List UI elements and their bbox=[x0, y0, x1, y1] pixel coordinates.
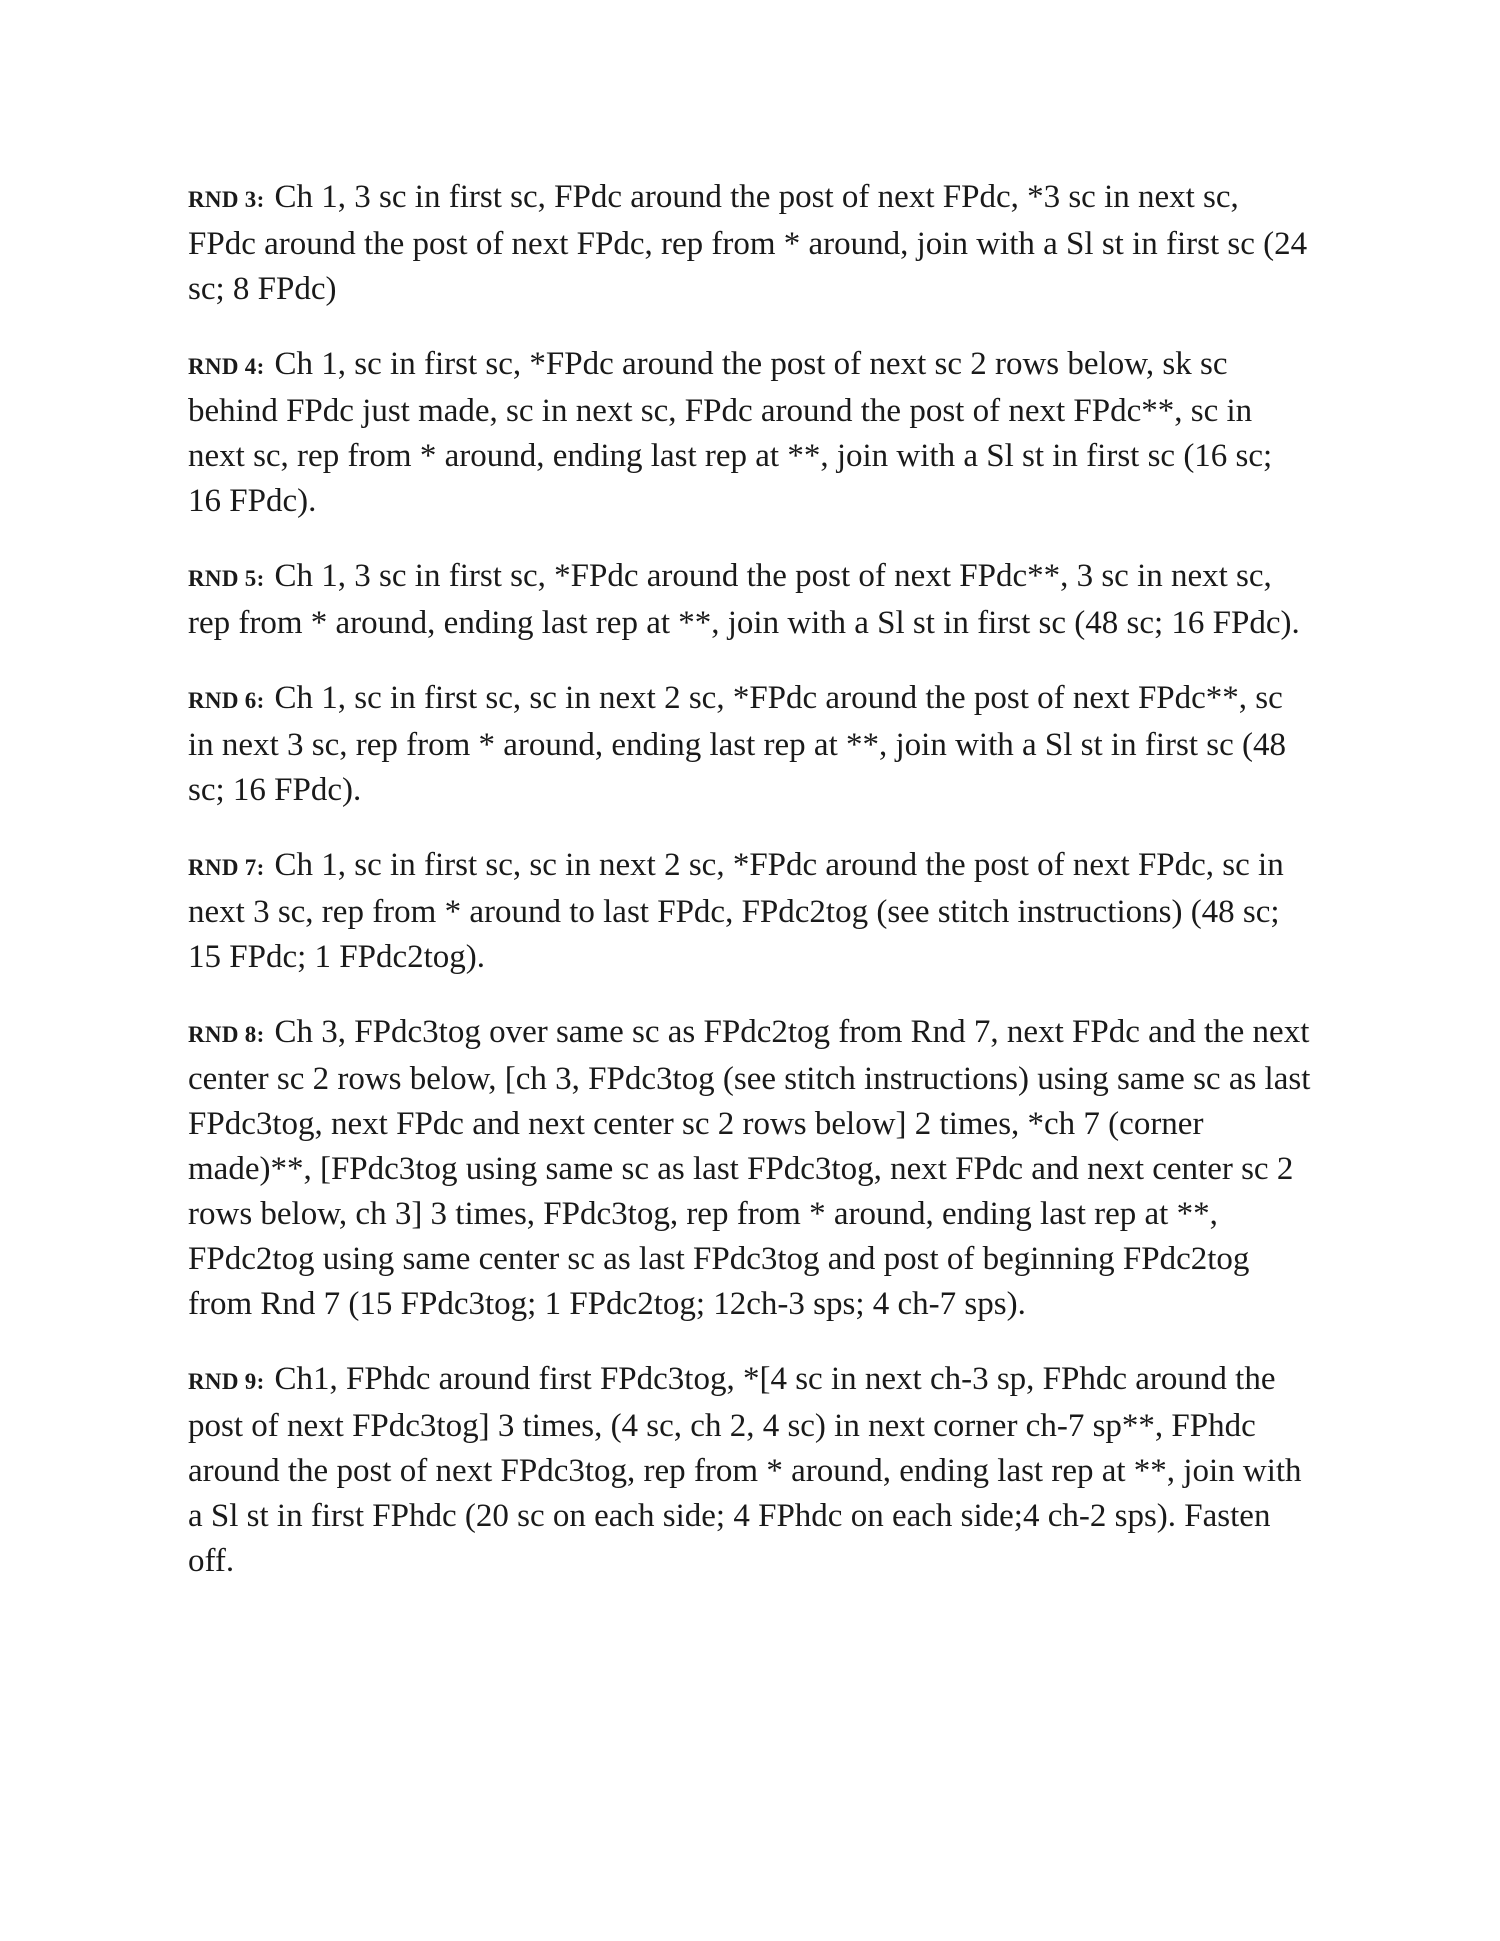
round-text: Ch 1, 3 sc in first sc, *FPdc around the post of next FPdc**, 3 sc in next sc, rep from * around, ending last rep at **, join with a Sl st in first sc (48 sc; 16 FPdc). bbox=[188, 558, 1300, 641]
round-6 bbox=[188, 676, 1313, 813]
round-9 bbox=[188, 1357, 1313, 1584]
round-label: RND 7: bbox=[188, 855, 265, 880]
round-label: RND 9: bbox=[188, 1369, 265, 1394]
round-3 bbox=[188, 175, 1313, 312]
round-text: Ch 3, FPdc3tog over same sc as FPdc2tog from Rnd 7, next FPdc and the next center sc 2 rows below, [ch 3, FPdc3tog (see stitch instructions) using same sc as last FPdc3tog, next FPdc and next center sc 2 rows below] 2 times, *ch 7 (corner made)**, [FPdc3tog using same sc as last FPdc3tog, next FPdc and next center sc 2 rows below, ch 3] 3 times, FPdc3tog, rep from * around, ending last rep at **, FPdc2tog using same center sc as last FPdc3tog and post of beginning FPdc2tog from Rnd 7 (15 FPdc3tog; 1 FPdc2tog; 12ch-3 sps; 4 ch-7 sps). bbox=[188, 1014, 1311, 1322]
round-text: Ch 1, sc in first sc, sc in next 2 sc, *FPdc around the post of next FPdc, sc in next 3 sc, rep from * around to last FPdc, FPdc2tog (see stitch instructions) (48 sc; 15 FPdc; 1 FPdc2tog). bbox=[188, 847, 1284, 975]
round-label: RND 4: bbox=[188, 354, 265, 379]
round-text: Ch 1, sc in first sc, sc in next 2 sc, *FPdc around the post of next FPdc**, sc in next 3 sc, rep from * around, ending last rep at **, join with a Sl st in first sc (48 sc; 16 FPdc). bbox=[188, 680, 1286, 808]
pattern-instructions bbox=[188, 175, 1313, 1614]
round-label: RND 8: bbox=[188, 1022, 265, 1047]
round-5 bbox=[188, 554, 1313, 646]
round-label: RND 6: bbox=[188, 688, 265, 713]
round-text: Ch 1, sc in first sc, *FPdc around the post of next sc 2 rows below, sk sc behind FPdc just made, sc in next sc, FPdc around the post of next FPdc**, sc in next sc, rep from * around, ending last rep at **, join with a Sl st in first sc (16 sc; 16 FPdc). bbox=[188, 346, 1273, 519]
round-text: Ch1, FPhdc around first FPdc3tog, *[4 sc in next ch-3 sp, FPhdc around the post of next FPdc3tog] 3 times, (4 sc, ch 2, 4 sc) in next corner ch-7 sp**, FPhdc around the post of next FPdc3tog, rep from * around, ending last rep at **, join with a Sl st in first FPhdc (20 sc on each side; 4 FPhdc on each side;4 ch-2 sps). Fasten off. bbox=[188, 1361, 1302, 1579]
round-text: Ch 1, 3 sc in first sc, FPdc around the post of next FPdc, *3 sc in next sc, FPdc around the post of next FPdc, rep from * around, join with a Sl st in first sc (24 sc; 8 FPdc) bbox=[188, 179, 1308, 307]
round-4 bbox=[188, 342, 1313, 524]
round-8 bbox=[188, 1010, 1313, 1327]
round-7 bbox=[188, 843, 1313, 980]
round-label: RND 5: bbox=[188, 566, 265, 591]
round-label: RND 3: bbox=[188, 187, 265, 212]
